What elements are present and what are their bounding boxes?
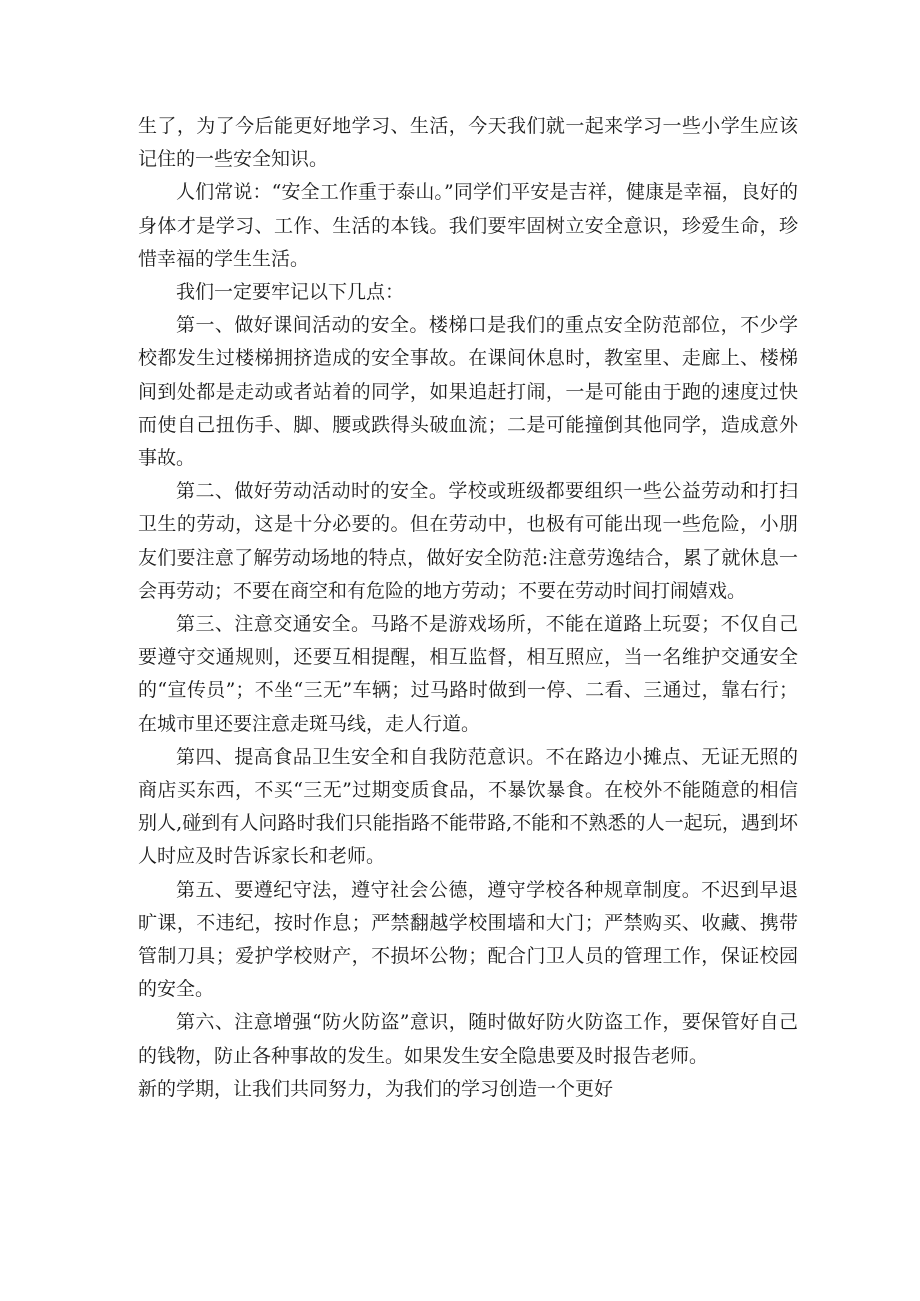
paragraph-safety-saying: 人们常说：“安全工作重于泰山。”同学们平安是吉祥，健康是幸福，良好的身体才是学习、工作、生活的本钱。我们要牢固树立安全意识，珍爱生命，珍惜幸福的学生生活。 <box>138 181 798 270</box>
paragraph-closing: 新的学期，让我们共同努力，为我们的学习创造一个更好 <box>138 1077 614 1100</box>
paragraph-point-3: 第三、注意交通安全。马路不是游戏场所，不能在道路上玩耍；不仅自己要遵守交通规则，还要互相提醒，相互监督，相互照应，当一名维护交通安全的“宣传员”；不坐“三无”车辆；过马路时做到一停、二看、三通过，靠右行；在城市里还要注意走斑马线，走人行道。 <box>138 613 798 735</box>
paragraph-point-1: 第一、做好课间活动的安全。楼梯口是我们的重点安全防范部位，不少学校都发生过楼梯拥挤造成的安全事故。在课间休息时，教室里、走廊上、楼梯间到处都是走动或者站着的同学，如果追赶打闹，一是可能由于跑的速度过快而使自己扭伤手、脚、腰或跌得头破血流；二是可能撞倒其他同学，造成意外事故。 <box>138 314 798 470</box>
paragraph-point-5: 第五、要遵纪守法，遵守社会公德，遵守学校各种规章制度。不迟到早退旷课，不违纪，按时作息；严禁翻越学校围墙和大门；严禁购买、收藏、携带管制刀具；爱护学校财产，不损坏公物；配合门卫人员的管理工作，保证校园的安全。 <box>138 878 798 1001</box>
paragraph-point-4: 第四、提高食品卫生安全和自我防范意识。不在路边小摊点、无证无照的商店买东西，不买“三无”过期变质食品，不暴饮暴食。在校外不能随意的相信别人,碰到有人问路时我们只能指路不能带路,不能和不熟悉的人一起玩，遇到坏人时应及时告诉家长和老师。 <box>138 745 798 868</box>
paragraph-point-2: 第二、做好劳动活动时的安全。学校或班级都要组织一些公益劳动和打扫卫生的劳动，这是十分必要的。但在劳动中，也极有可能出现一些危险，小朋友们要注意了解劳动场地的特点，做好安全防范:注意劳逸结合，累了就休息一会再劳动；不要在商空和有危险的地方劳动；不要在劳动时间打闹嬉戏。 <box>138 480 798 602</box>
document-page <box>138 110 798 1106</box>
paragraph-points-intro: 我们一定要牢记以下几点： <box>176 281 405 304</box>
paragraph-continuation: 生了，为了今后能更好地学习、生活，今天我们就一起来学习一些小学生应该记住的一些安全知识。 <box>138 115 798 171</box>
paragraph-point-6: 第六、注意增强“防火防盗”意识，随时做好防火防盗工作，要保管好自己的钱物，防止各种事故的发生。如果发生安全隐患要及时报告老师。 <box>138 1011 798 1067</box>
